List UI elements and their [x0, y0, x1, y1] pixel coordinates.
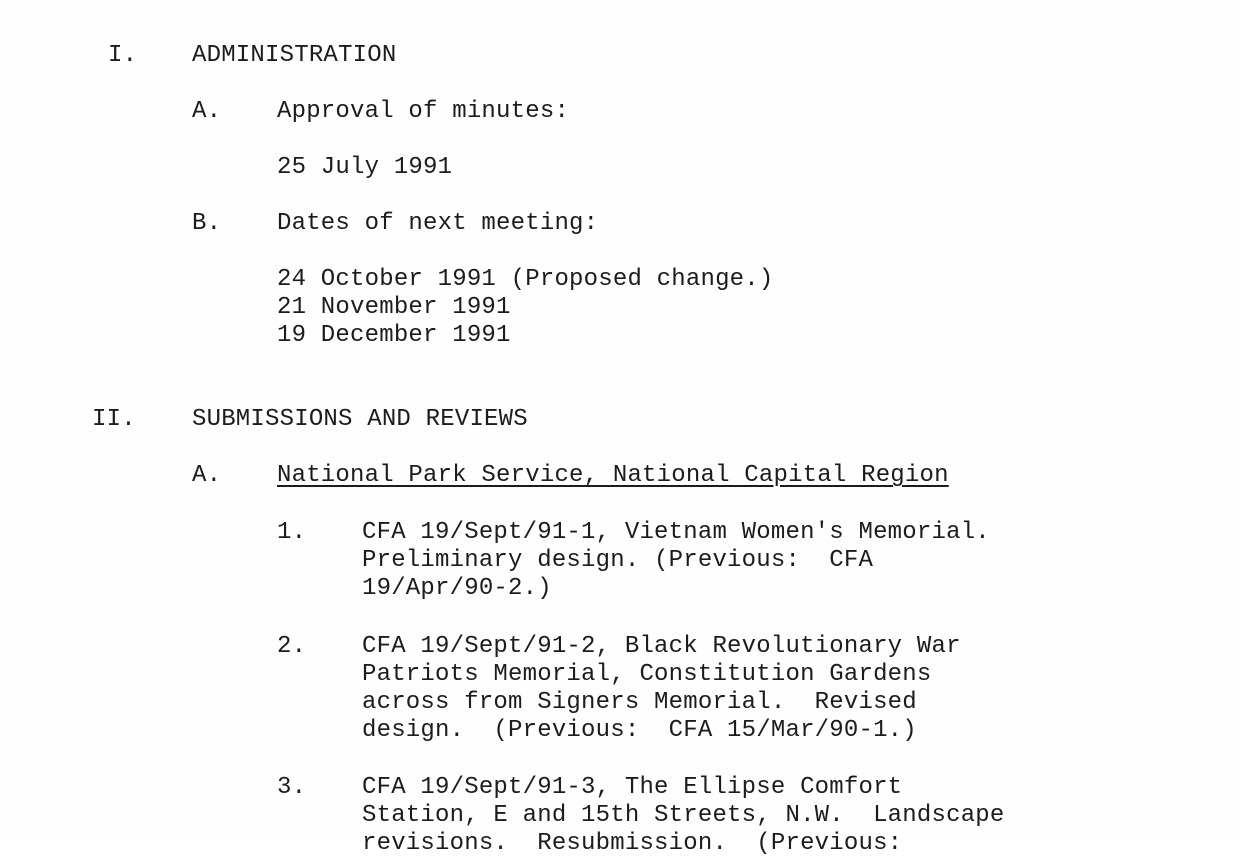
entry-number: 1.	[277, 519, 307, 546]
meeting-date: 24 October 1991 (Proposed change.)	[277, 266, 774, 293]
item-1a-detail: 25 July 1991	[277, 154, 453, 181]
entry-number: 3.	[277, 774, 307, 801]
entry-line: design. (Previous: CFA 15/Mar/90-1.)	[362, 717, 917, 744]
entry-line: Station, E and 15th Streets, N.W. Landscape	[362, 802, 1005, 829]
entry-line: 19/Apr/90-2.)	[362, 575, 552, 602]
entry-line: CFA 19/Sept/91-1, Vietnam Women's Memorial.	[362, 519, 990, 546]
item-1a-label: Approval of minutes:	[277, 98, 570, 125]
section-2-heading: SUBMISSIONS AND REVIEWS	[192, 406, 528, 433]
entry-line: Patriots Memorial, Constitution Gardens	[362, 661, 932, 688]
section-1-heading: ADMINISTRATION	[192, 42, 397, 69]
entry-line: across from Signers Memorial. Revised	[362, 689, 917, 716]
entry-line: CFA 19/Sept/91-3, The Ellipse Comfort	[362, 774, 903, 801]
section-1-numeral: I.	[108, 42, 138, 69]
section-2-numeral: II.	[92, 406, 136, 433]
entry-number: 2.	[277, 633, 307, 660]
entry-line: Preliminary design. (Previous: CFA	[362, 547, 874, 574]
meeting-date: 21 November 1991	[277, 294, 511, 321]
entry-line: revisions. Resubmission. (Previous:	[362, 830, 903, 857]
meeting-date: 19 December 1991	[277, 322, 511, 349]
item-1a-letter: A.	[192, 98, 222, 125]
entry-line: CFA 19/Sept/91-2, Black Revolutionary War	[362, 633, 961, 660]
item-2a-letter: A.	[192, 462, 222, 489]
item-1b-label: Dates of next meeting:	[277, 210, 599, 237]
item-1b-letter: B.	[192, 210, 222, 237]
item-2a-agency-heading: National Park Service, National Capital Region	[277, 462, 949, 489]
